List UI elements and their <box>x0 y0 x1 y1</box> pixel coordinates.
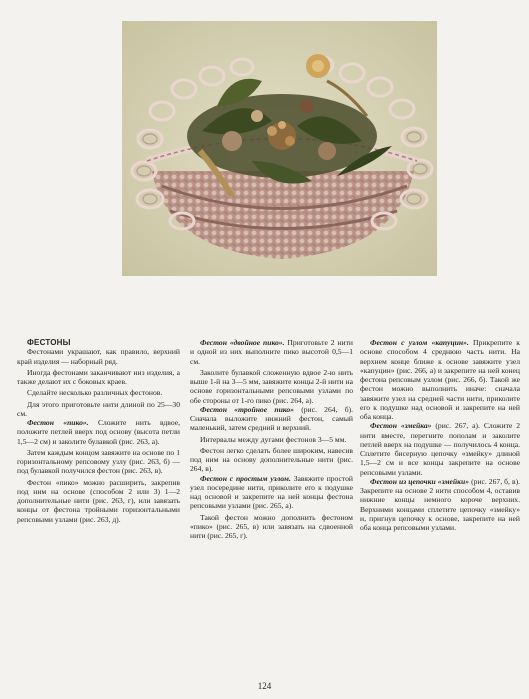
term-label: Фестон «змейка» <box>370 421 432 431</box>
term-label: Фестон с простым узлом. <box>200 473 291 483</box>
column-1 <box>17 338 180 524</box>
paragraph-text: Завяжите простой узел посередине нити, приколите его к подушке над основой и закрепите на ней концы фестона репсовыми узлами (рис. 265, а). <box>190 473 353 511</box>
column-3 <box>360 338 520 532</box>
paragraph: Фестон легко сделать более широким, навесив под ним на основу дополнительные нити (рис. 264, в). <box>190 445 353 474</box>
paragraph <box>360 421 520 477</box>
paragraph-text: (рис. 264, б). Сначала выложите нижний фестон, самый маленький, затем средний и верхний. <box>190 404 354 433</box>
paragraph <box>190 405 353 433</box>
paragraph: Фестонами украшают, как правило, верхний край изделия — наборный ряд. <box>17 347 180 366</box>
paragraph: Сделайте несколько различных фестонов. <box>27 388 163 398</box>
paragraph: Фестон «пико» можно расширить, закрепив под ним на основе (способом 2 или 3) 1—2 дополнительные нити (рис. 263, г), или завязать концы от фестона тройными горизонтальными репсовыми узлами (рис. 263, д). <box>17 477 180 524</box>
paragraph: Затем каждым концом завяжите на основе по 1 горизонтальному репсовому узлу (рис. 263, б) — под булавкой получился фестон (рис. 263, в). <box>17 447 180 476</box>
term-label: Фестон «тройное пико» <box>200 404 294 414</box>
paragraph-text: Приготовьте 2 нити и одной из них выполните пико высотой 0,5—1 см. <box>190 338 353 366</box>
macrame-basket-illustration <box>122 21 437 276</box>
term-label: Фестон «двойное пико». <box>200 338 285 347</box>
paragraph: Интервалы между дугами фестонов 3—5 мм. <box>200 434 347 444</box>
paragraph-text: (рис. 267, а). Сложите 2 нити вместе, перегните пополам и заколите петлей вверх на подушке — получилось 4 конца. Сплетите бисерную цепочку «змейку» длиной 1,5—2 см и все концы закрепите на основе репсовыми узлами. <box>360 421 521 477</box>
term-label: Фестон «пико». <box>27 418 89 427</box>
paragraph: Для этого приготовьте нити длиной по 25—30 см. <box>17 399 180 418</box>
paragraph: Иногда фестонами заканчивают низ изделия, а также делают их с боковых краев. <box>17 367 180 386</box>
section-heading: ФЕСТОНЫ <box>27 338 71 347</box>
paragraph: Такой фестон можно дополнить фестоном «пико» (рис. 265, в) или завязать на сдвоенной нити (рис. 265, г). <box>190 512 353 540</box>
paragraph: Заколите булавкой сложенную вдвое 2-ю нить выше 1-й на 3—5 мм, завяжите концы 2-й нити на основе горизонтальными репсовыми узлами по обе стороны от 1-го пико (рис. 264, а). <box>190 367 353 405</box>
paragraph-text: Прикрепите к основе способом 4 среднюю часть нити. На верхнем конце ближе к основе завяжите узел «капуцин» (рис. 266, а) и закрепите на ней конец фестона репсовым узлом (рис. 266, б). Такой же фестон можно выполнить иначе: сначала завяжите узел на средней части нити, приколите его к подушке над основой и закрепите на ней оба конца. <box>360 338 520 421</box>
page-number: 124 <box>257 681 272 691</box>
paragraph <box>190 474 353 511</box>
term-label: Фестон с узлом «капуцин». <box>370 338 469 347</box>
paragraph-text: Сложите нить вдвое, положите петлей вверх под основу (высота петли 1,5—2 см) и заколите булавкой (рис. 263, а). <box>17 418 180 446</box>
paragraph <box>360 338 520 421</box>
basket-photo <box>122 21 437 276</box>
term-label: Фестон из цепочки «змейки» <box>370 476 470 486</box>
paragraph <box>360 477 520 533</box>
column-2 <box>190 338 353 540</box>
paragraph-text: (рис. 267, б, в). Закрепите на основе 2 нити способом 4, оставив нижние концы немного короче верхних. Верхними концами сплетите цепочку «змейку» и, пригнув цепочку к основе, закрепите на ней оба конца репсовыми узлами. <box>360 476 520 532</box>
paragraph <box>190 338 353 366</box>
paragraph <box>17 418 180 446</box>
